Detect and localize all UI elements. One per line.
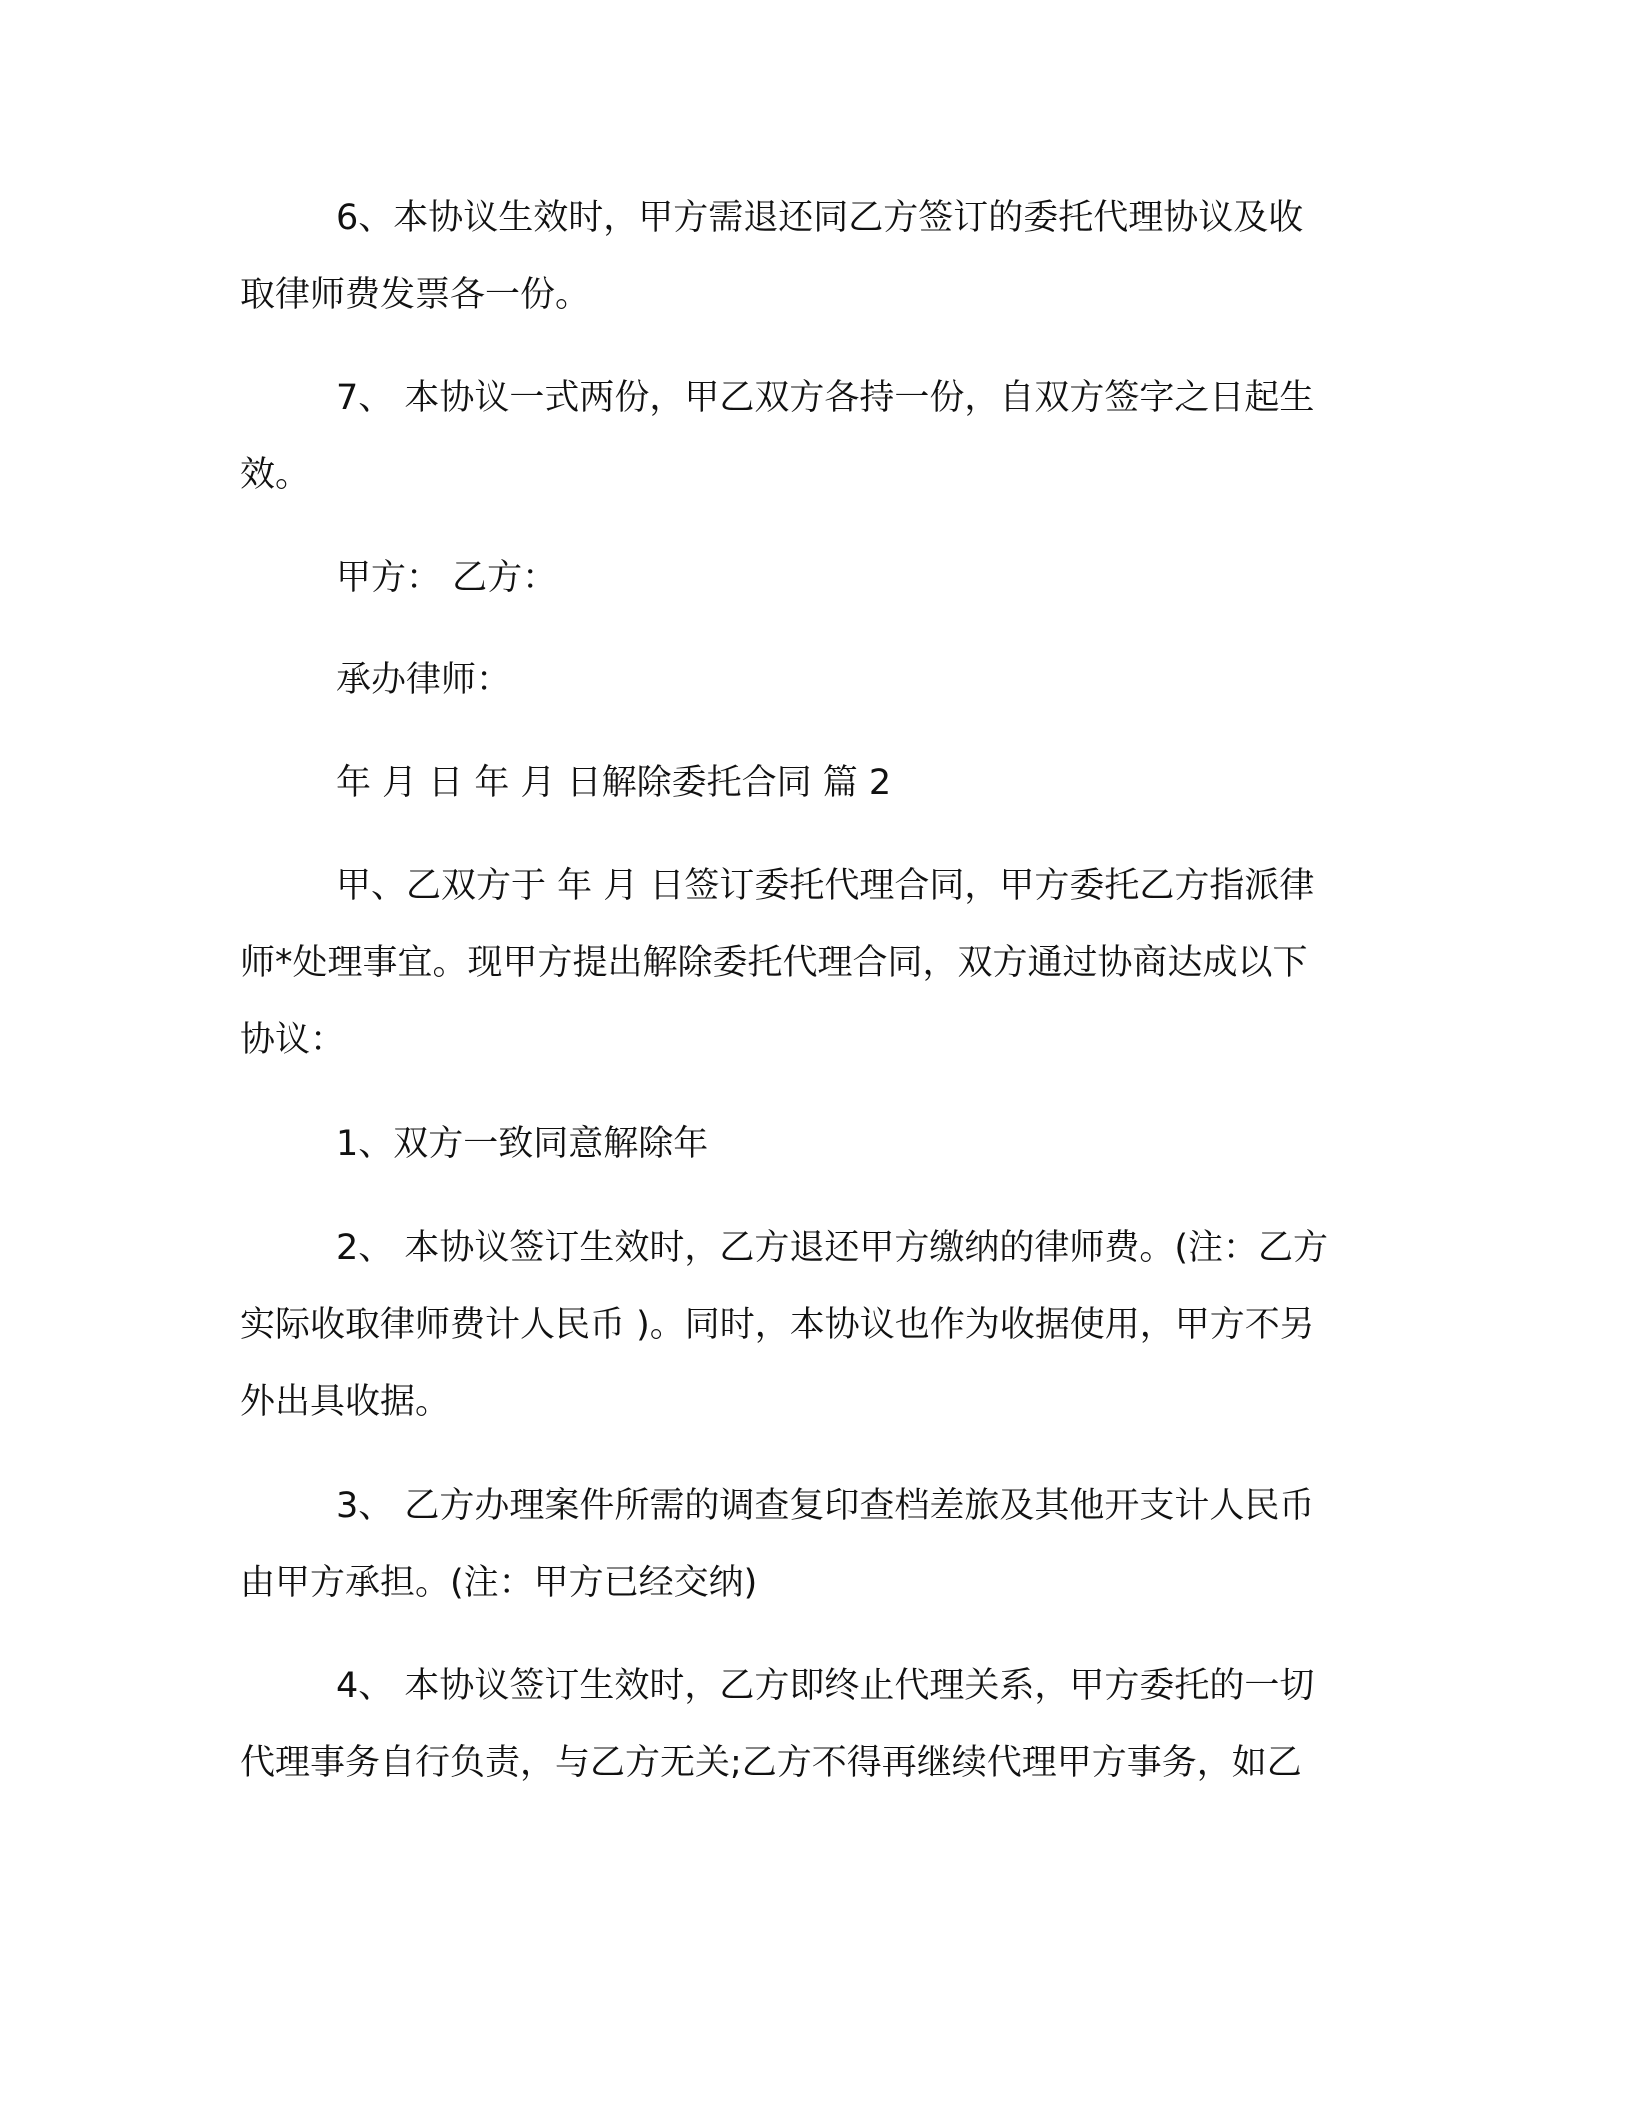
paragraph-clause-7	[240, 360, 1390, 514]
section-heading	[240, 745, 1390, 822]
signature-parties	[240, 540, 1390, 617]
text-line: 代理事务自行负责，与乙方无关;乙方不得再继续代理甲方事务，如乙	[240, 1743, 1302, 1783]
text-line: 由甲方承担。(注：甲方已经交纳)	[240, 1563, 758, 1603]
text-line: 效。	[240, 455, 311, 495]
paragraph-clause-6	[240, 180, 1390, 334]
text-line: 协议：	[240, 1020, 346, 1060]
text-line: 外出具收据。	[240, 1382, 451, 1422]
paragraph-clause-2	[240, 1210, 1390, 1441]
text-line: 年 月 日 年 月 日解除委托合同 篇 2	[336, 763, 892, 803]
text-line: 甲方： 乙方：	[336, 558, 558, 598]
paragraph-clause-1	[240, 1106, 1390, 1183]
paragraph-clause-4	[240, 1648, 1390, 1802]
paragraph-clause-3	[240, 1468, 1390, 1622]
text-line: 甲、乙双方于 年 月 日签订委托代理合同，甲方委托乙方指派律	[336, 866, 1315, 906]
paragraph-intro	[240, 848, 1390, 1079]
signature-lawyer	[240, 642, 1390, 719]
text-line: 7、 本协议一式两份，甲乙双方各持一份，自双方签字之日起生	[336, 378, 1315, 418]
text-line: 2、 本协议签订生效时，乙方退还甲方缴纳的律师费。(注：乙方	[336, 1228, 1329, 1268]
text-line: 3、 乙方办理案件所需的调查复印查档差旅及其他开支计人民币	[336, 1486, 1315, 1526]
text-line: 承办律师：	[336, 660, 512, 700]
text-line: 6、本协议生效时，甲方需退还同乙方签订的委托代理协议及收	[336, 198, 1304, 238]
text-line: 4、 本协议签订生效时，乙方即终止代理关系，甲方委托的一切	[336, 1666, 1315, 1706]
text-line: 师*处理事宜。现甲方提出解除委托代理合同，双方通过协商达成以下	[240, 943, 1308, 983]
text-line: 取律师费发票各一份。	[240, 275, 591, 315]
text-line: 1、双方一致同意解除年	[336, 1124, 709, 1164]
text-line: 实际收取律师费计人民币 )。同时，本协议也作为收据使用，甲方不另	[240, 1305, 1315, 1345]
